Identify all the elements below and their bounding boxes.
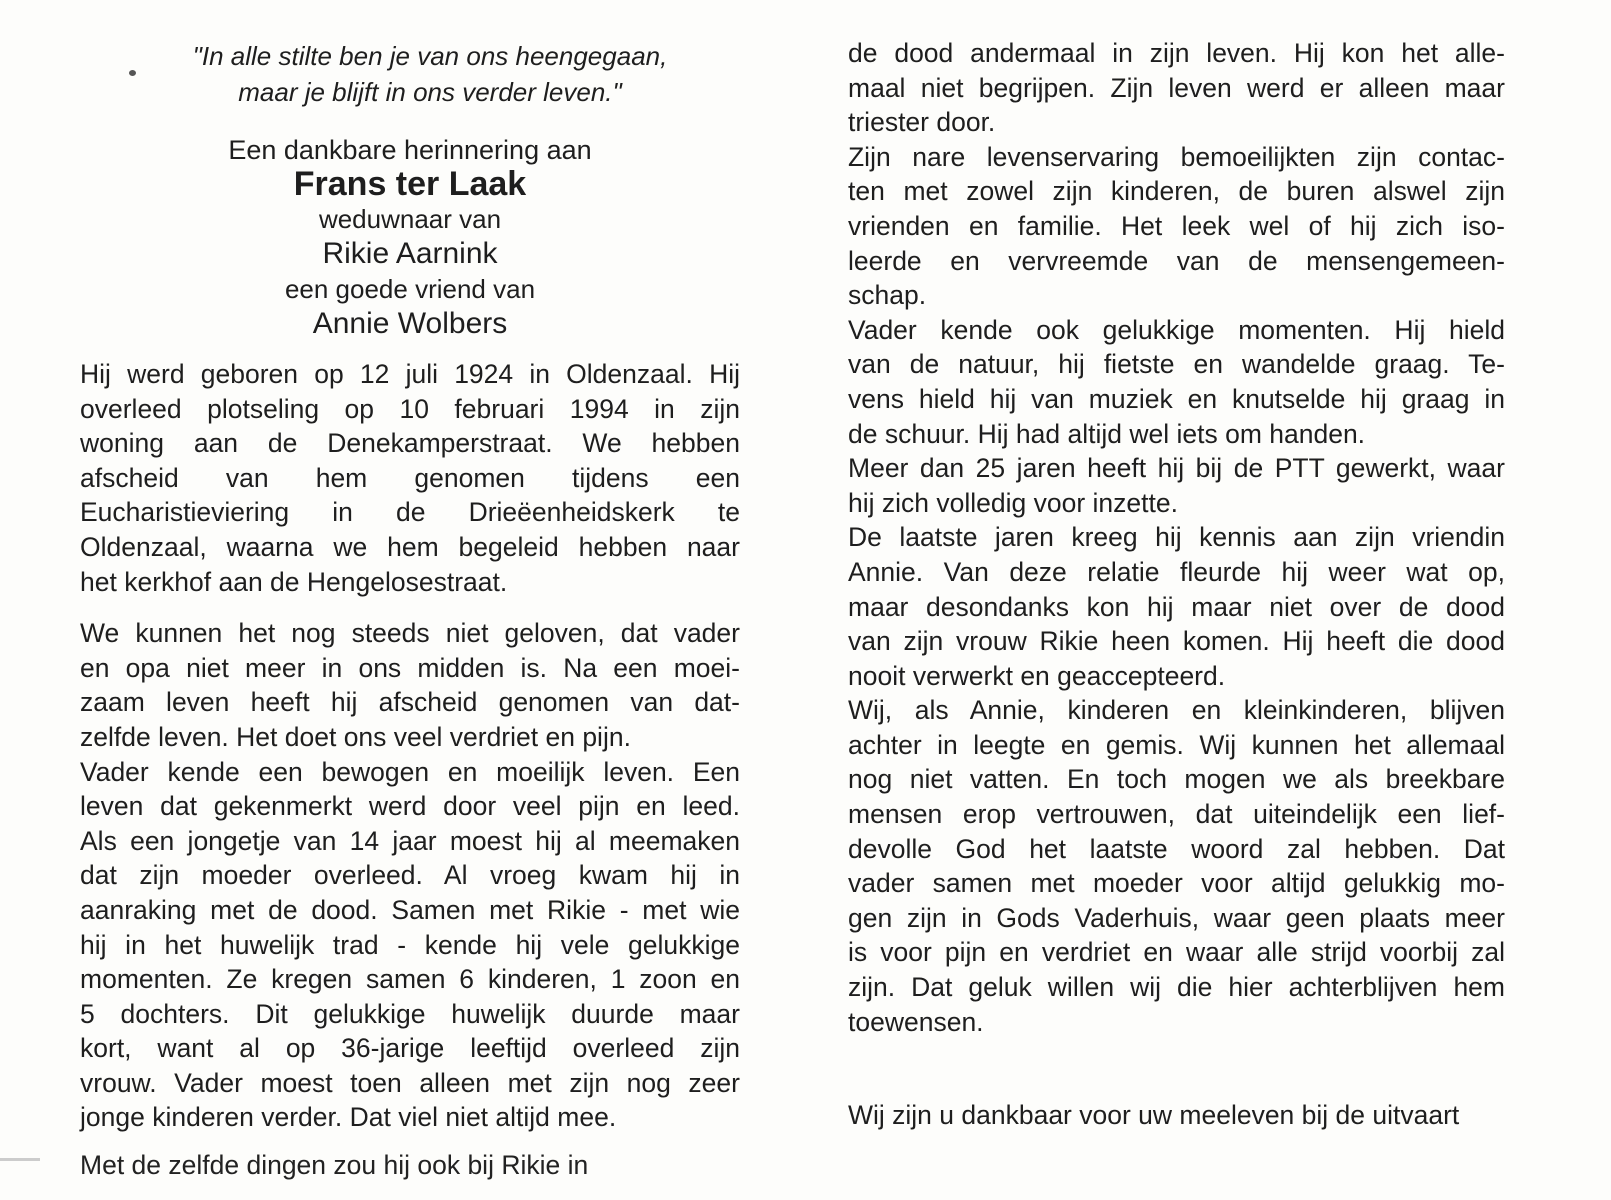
text-line: leven dat gekenmerkt werd door veel pijn en leed.: [80, 791, 740, 822]
quote-line: "In alle stilte ben je van ons heengegaan,: [192, 41, 668, 71]
text-line: nog niet vatten. En toch mogen we als breekbare: [848, 764, 1505, 795]
text-line: mensen erop vertrouwen, dat uiteindelijk een lief-: [848, 799, 1505, 830]
text-line: vader samen met moeder voor altijd gelukkig mo-: [848, 868, 1505, 899]
text-line: devolle God het laatste woord zal hebben. Dat: [848, 833, 1505, 864]
text-line: We kunnen het nog steeds niet geloven, dat vader: [80, 618, 740, 649]
cutoff-text: Met de zelfde dingen zou hij ook bij Rikie in: [80, 1150, 589, 1180]
text-line: gen zijn in Gods Vaderhuis, waar geen plaats meer: [848, 902, 1505, 933]
text-line: Vader kende een bewogen en moeilijk leven. Een: [80, 756, 740, 787]
text-line: woning aan de Denekamperstraat. We hebben: [80, 428, 740, 459]
text-line: Als een jongetje van 14 jaar moest hij al meemaken: [80, 825, 740, 856]
text-line: triester door.: [848, 107, 996, 138]
memorial-header: [80, 38, 740, 342]
text-line: van zijn vrouw Rikie heen komen. Hij heeft die dood: [848, 626, 1505, 657]
text-line: momenten. Ze kregen samen 6 kinderen, 1 zoon en: [80, 964, 740, 995]
cutoff-line: [80, 1150, 680, 1180]
text-line: Wij, als Annie, kinderen en kleinkinderen, blijven: [848, 695, 1505, 726]
thanks-text: Wij zijn u dankbaar voor uw meeleven bij de uitvaart: [848, 1100, 1460, 1130]
paragraph: [848, 693, 1505, 1039]
spouse-name: Rikie Aarnink: [322, 237, 498, 270]
memorial-quote: [80, 38, 740, 110]
text-line: hij in het huwelijk trad - kende hij vele gelukkige: [80, 929, 740, 960]
text-line: schap.: [848, 280, 927, 311]
text-line: achter in leegte en gemis. Wij kunnen het allemaal: [848, 729, 1505, 760]
text-line: het kerkhof aan de Hengelosestraat.: [80, 566, 508, 597]
paragraph: [848, 520, 1505, 693]
right-column-text: [848, 36, 1505, 1039]
text-line: Oldenzaal, waarna we hem begeleid hebben naar: [80, 531, 740, 562]
text-line: Meer dan 25 jaren heeft hij bij de PTT gewerkt, waar: [848, 453, 1505, 484]
paragraph: [80, 616, 740, 754]
deceased-name: Frans ter Laak: [293, 165, 527, 203]
paragraph: [848, 451, 1505, 520]
paragraph: [848, 36, 1505, 140]
text-line: van de natuur, hij fietste en wandelde graag. Te-: [848, 349, 1505, 380]
text-line: zelfde leven. Het doet ons veel verdriet en pijn.: [80, 721, 631, 752]
text-line: hij zich volledig voor inzette.: [848, 487, 1178, 518]
text-line: De laatste jaren kreeg hij kennis aan zijn vriendin: [848, 522, 1505, 553]
paragraph: [80, 755, 740, 1136]
paragraph: [848, 140, 1505, 313]
relation-friend: een goede vriend van: [284, 274, 536, 304]
text-line: Zijn nare levenservaring bemoeilijkten zijn contac-: [848, 141, 1505, 172]
text-line: jonge kinderen verder. Dat viel niet altijd mee.: [80, 1102, 617, 1133]
text-line: maar desondanks kon hij maar niet over de dood: [848, 591, 1505, 622]
text-line: de dood andermaal in zijn leven. Hij kon het alle-: [848, 38, 1505, 68]
paragraph: [848, 313, 1505, 451]
text-line: aanraking met de dood. Samen met Rikie - met wie: [80, 894, 740, 925]
text-line: vrouw. Vader moest toen alleen met zijn nog zeer: [80, 1067, 740, 1098]
paragraph: [80, 357, 740, 599]
text-line: en opa niet meer in ons midden is. Na een moei-: [80, 652, 740, 683]
text-line: nooit verwerkt en geaccepteerd.: [848, 660, 1226, 691]
text-line: ten met zowel zijn kinderen, de buren alswel zijn: [848, 176, 1505, 207]
quote-line: maar je blijft in ons verder leven.": [238, 77, 622, 107]
intro-text: Een dankbare herinnering aan: [228, 135, 592, 165]
text-line: vens hield hij van muziek en knutselde hij graag in: [848, 383, 1505, 414]
text-line: Annie. Van deze relatie fleurde hij weer wat op,: [848, 556, 1505, 587]
text-line: vrienden en familie. Het leek wel of hij zich iso-: [848, 210, 1505, 241]
text-line: afscheid van hem genomen tijdens een: [80, 462, 740, 493]
text-line: overleed plotseling op 10 februari 1994 in zijn: [80, 393, 740, 424]
text-line: kort, want al op 36-jarige leeftijd overleed zijn: [80, 1033, 740, 1064]
text-line: leerde en vervreemde van de mensengemeen-: [848, 245, 1505, 276]
text-line: zaam leven heeft hij afscheid genomen van dat-: [80, 687, 740, 718]
scan-edge: [0, 1158, 40, 1161]
relation-widower: weduwnaar van: [318, 204, 502, 234]
text-line: zijn. Dat geluk willen wij die hier achterblijven hem: [848, 972, 1505, 1003]
text-line: is voor pijn en verdriet en waar alle strijd voorbij zal: [848, 937, 1505, 968]
text-line: toewensen.: [848, 1006, 984, 1037]
left-column-text: [80, 357, 740, 1135]
text-line: Eucharistieviering in de Drieëenheidskerk te: [80, 497, 740, 528]
text-line: Hij werd geboren op 12 juli 1924 in Oldenzaal. Hij: [80, 359, 740, 389]
text-line: maal niet begrijpen. Zijn leven werd er alleen maar: [848, 72, 1505, 103]
text-line: de schuur. Hij had altijd wel iets om handen.: [848, 418, 1366, 449]
text-line: dat zijn moeder overleed. Al vroeg kwam hij in: [80, 860, 740, 891]
text-line: Vader kende ook gelukkige momenten. Hij hield: [848, 314, 1505, 345]
friend-name: Annie Wolbers: [312, 307, 508, 340]
text-line: 5 dochters. Dit gelukkige huwelijk duurde maar: [80, 998, 740, 1029]
